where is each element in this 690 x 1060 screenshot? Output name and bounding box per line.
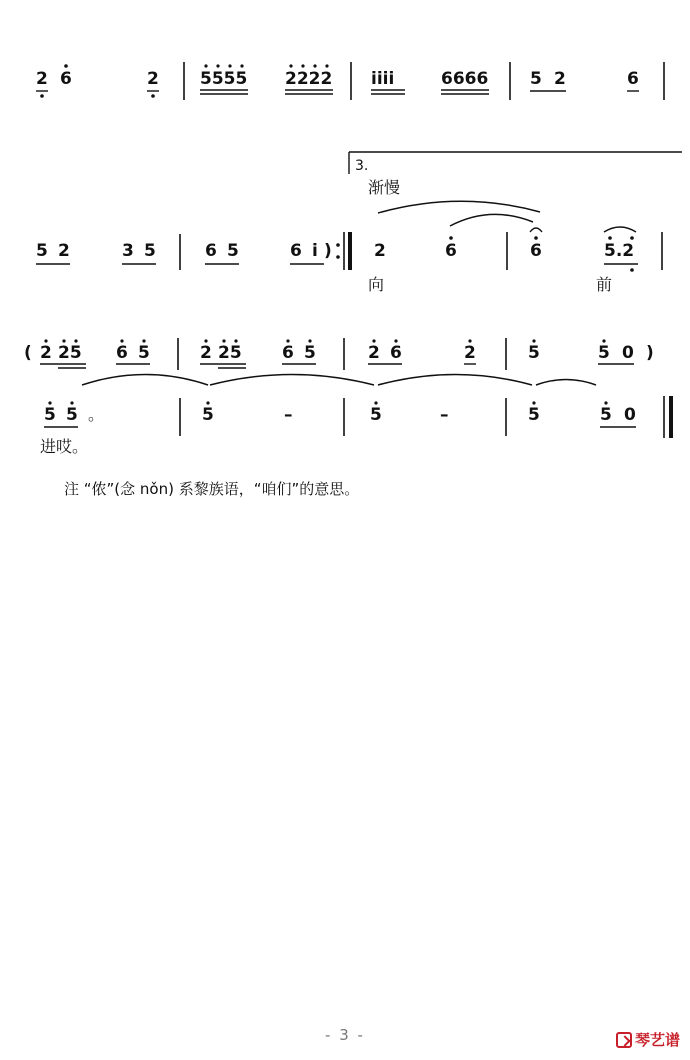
- close-paren: ): [324, 241, 332, 261]
- note-group: 5555: [200, 69, 248, 89]
- volta-bracket: [349, 152, 682, 197]
- lyric: 进哎。: [40, 437, 89, 456]
- note: 6: [282, 343, 294, 363]
- note: 6: [390, 343, 402, 363]
- note-group: iiii: [371, 69, 395, 89]
- note: 2: [36, 69, 48, 89]
- note: 5: [530, 69, 542, 89]
- note: 5: [370, 405, 382, 425]
- system-1: [36, 62, 664, 100]
- note: 6: [530, 241, 542, 261]
- note: 2: [374, 241, 386, 261]
- lyric: 向: [368, 275, 385, 294]
- note: 2: [464, 343, 476, 363]
- logo-text: 琴艺谱: [634, 1031, 680, 1049]
- note: 5: [44, 405, 56, 425]
- note: 5: [598, 343, 610, 363]
- note: 5: [304, 343, 316, 363]
- slur: [450, 214, 533, 226]
- tempo-mark: 渐慢: [368, 178, 401, 197]
- note: 6: [205, 241, 217, 261]
- dash: –: [440, 405, 449, 425]
- note: 5: [600, 405, 612, 425]
- note: 5: [202, 405, 214, 425]
- slur: [536, 380, 596, 386]
- note: 5: [36, 241, 48, 261]
- note: 0: [622, 343, 634, 363]
- note: 2: [40, 343, 52, 363]
- system-3: [24, 338, 654, 370]
- note: 6: [290, 241, 302, 261]
- note: 25: [218, 343, 242, 363]
- note: i: [312, 241, 318, 261]
- site-logo[interactable]: [616, 1029, 680, 1050]
- note-tie-mark: 。: [88, 405, 105, 424]
- note: 5: [528, 405, 540, 425]
- footnote: 注 “侬”(念 nǒn) 系黎族语，“咱们”的意思。: [64, 480, 360, 498]
- slur: [378, 375, 532, 386]
- note: 0: [624, 405, 636, 425]
- note: 2: [554, 69, 566, 89]
- page-number: - 3 -: [325, 1026, 365, 1044]
- note: 6: [445, 241, 457, 261]
- note: 2: [58, 241, 70, 261]
- note: 6: [60, 69, 72, 89]
- note-group: 6666: [441, 69, 489, 89]
- note: 5: [144, 241, 156, 261]
- close-paren: ): [646, 343, 654, 363]
- system-2: [36, 201, 662, 294]
- note: 5: [528, 343, 540, 363]
- note: 6: [116, 343, 128, 363]
- music-score: [0, 0, 690, 470]
- lyric: 前: [596, 275, 613, 294]
- volta-label: 3.: [355, 158, 369, 174]
- open-paren: (: [24, 343, 32, 363]
- note-group: 2222: [285, 69, 333, 89]
- note: 5: [227, 241, 239, 261]
- note: 6: [627, 69, 639, 89]
- note: 2: [200, 343, 212, 363]
- note: 5: [138, 343, 150, 363]
- logo-icon: [616, 1032, 632, 1048]
- note: 5: [66, 405, 78, 425]
- slur: [210, 375, 374, 386]
- note: 2: [368, 343, 380, 363]
- slur: [82, 375, 208, 386]
- note: 25: [58, 343, 82, 363]
- dash: –: [284, 405, 293, 425]
- note: 3: [122, 241, 134, 261]
- note: 5.2: [604, 241, 635, 261]
- system-4: [40, 375, 671, 457]
- note: 2: [147, 69, 159, 89]
- slur: [378, 201, 540, 213]
